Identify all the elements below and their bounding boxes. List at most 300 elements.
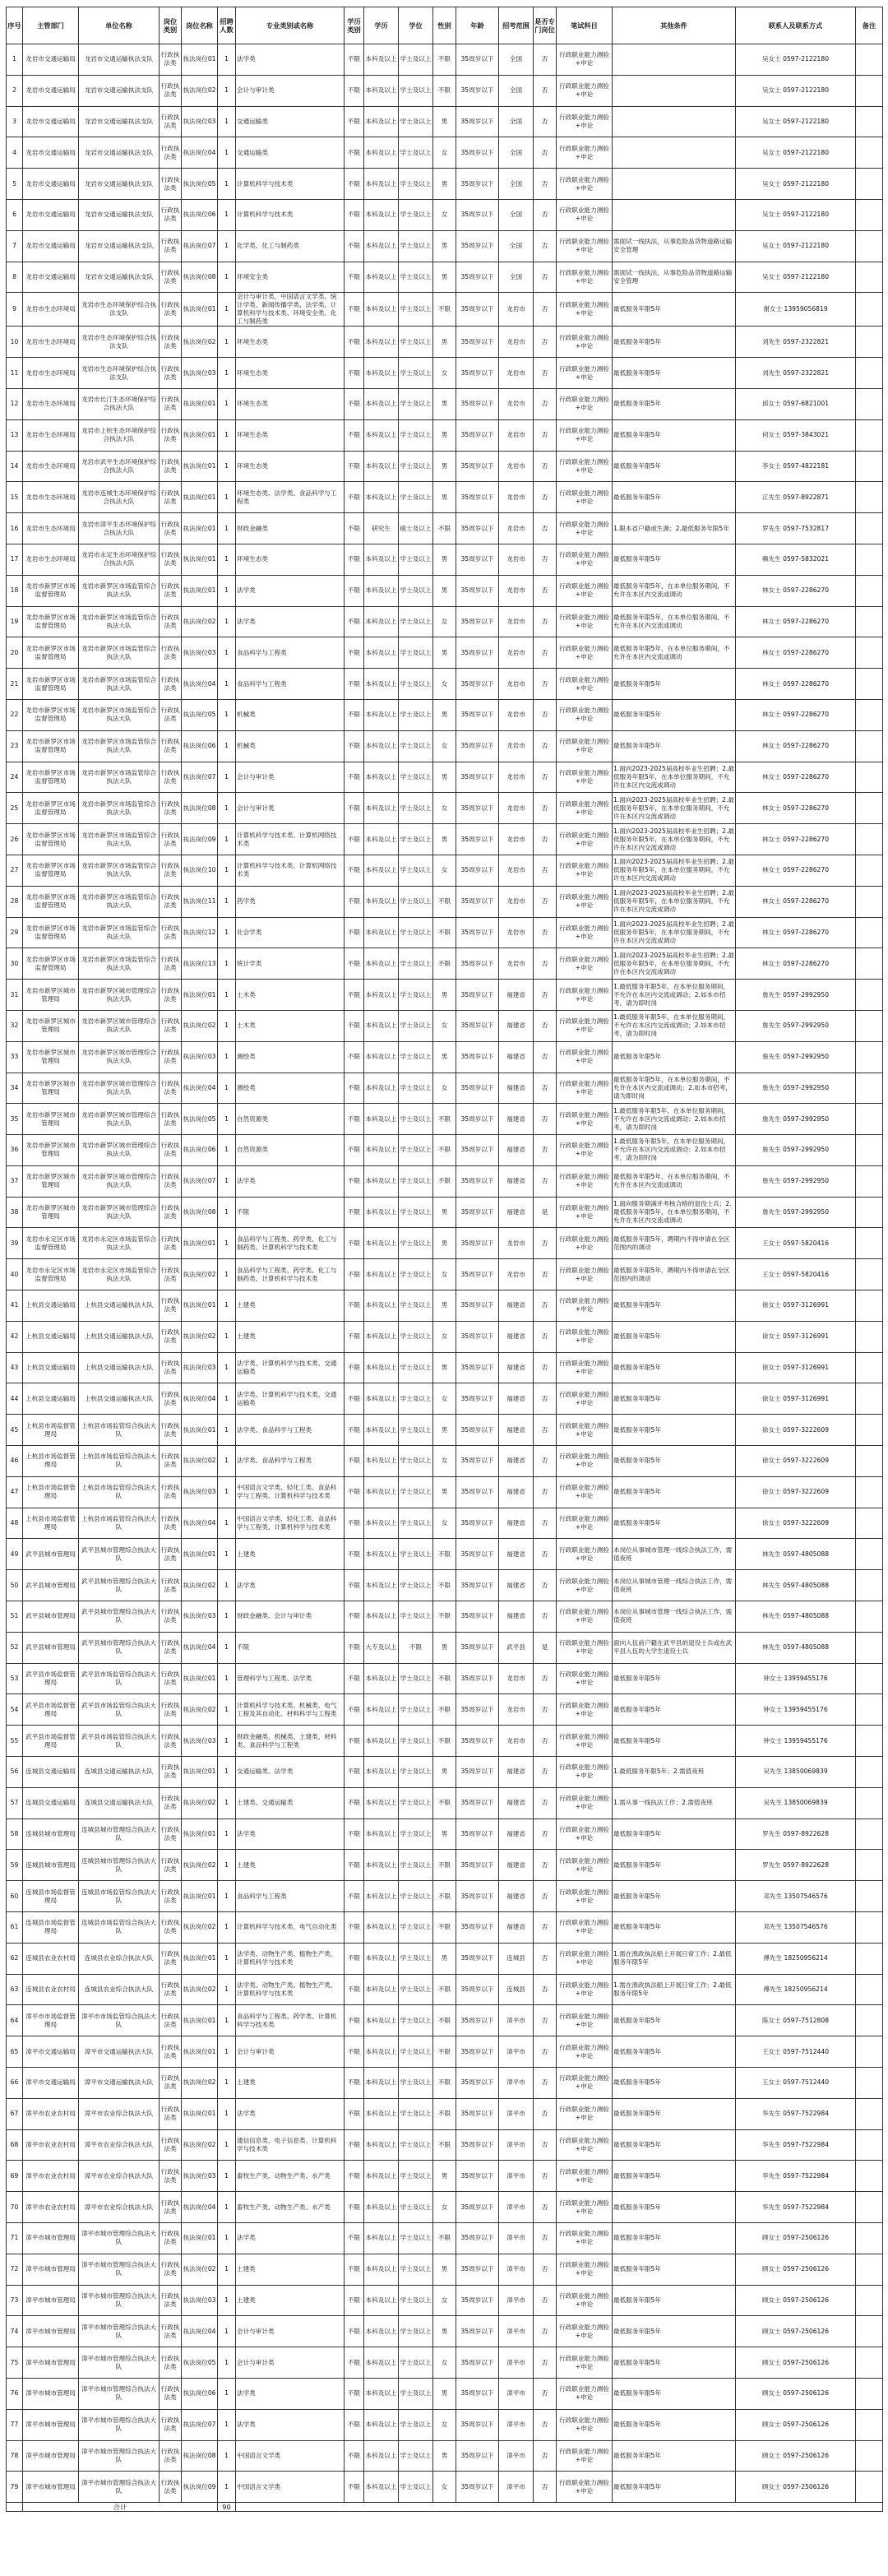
- degree-cell: 学士及以上: [399, 2192, 433, 2223]
- row-number-cell: 21: [7, 669, 23, 700]
- special-post-cell: 否: [534, 199, 557, 230]
- department-cell: 龙岩市永定区市场监督管理局: [23, 1228, 79, 1259]
- education-type-cell: 不限: [345, 1446, 364, 1477]
- table-row: [7, 419, 883, 451]
- post-category-cell: 行政执法类: [160, 1010, 182, 1041]
- row-number-cell: 23: [7, 730, 23, 762]
- education-type-cell: 不限: [345, 1135, 364, 1166]
- major-cell: 食品科学与工程类、药学类、化工与制药类、计算机科学与技术类: [236, 1259, 345, 1290]
- age-cell: 35周岁以下: [456, 2285, 499, 2316]
- unit-name-cell: 武平县城市管理综合执法大队: [79, 1570, 160, 1601]
- exam-subject-cell: 行政职业能力测验+申论: [557, 327, 613, 358]
- exam-subject-cell: 行政职业能力测验+申论: [557, 730, 613, 762]
- education-type-cell: 不限: [345, 106, 364, 137]
- remark-cell: [856, 293, 883, 327]
- exam-subject-cell: 行政职业能力测验+申论: [557, 106, 613, 137]
- special-post-cell: 否: [534, 762, 557, 793]
- table-row: [7, 1508, 883, 1539]
- unit-name-cell: 龙岩市交通运输执法支队: [79, 169, 160, 200]
- department-cell: 连城县市场监督管理局: [23, 1881, 79, 1912]
- other-conditions-cell: 最低服务年限5年: [613, 2005, 736, 2036]
- other-conditions-cell: 最低服务年限5年: [613, 1881, 736, 1912]
- department-cell: 漳平市城市管理局: [23, 2440, 79, 2472]
- unit-name-cell: 龙岩市永定生态环境保护综合执法大队: [79, 544, 160, 575]
- major-cell: 交通运输类: [236, 137, 345, 169]
- major-cell: 环境生态类: [236, 327, 345, 358]
- hire-count-cell: 1: [218, 1290, 236, 1322]
- contact-cell: 刘先生 0597-2322821: [736, 327, 856, 358]
- recruit-scope-cell: 全国: [499, 262, 534, 293]
- department-cell: 龙岩市生态环境局: [23, 293, 79, 327]
- row-number-cell: 44: [7, 1383, 23, 1415]
- contact-cell: 林女士 0597-2286270: [736, 575, 856, 606]
- remark-cell: [856, 575, 883, 606]
- department-cell: 龙岩市新罗区城市管理局: [23, 1165, 79, 1197]
- table-row: [7, 1135, 883, 1166]
- education-cell: 本科及以上: [364, 137, 399, 169]
- contact-cell: 林先生 0597-4805088: [736, 1539, 856, 1570]
- hire-count-cell: 1: [218, 2254, 236, 2285]
- special-post-cell: 否: [534, 1446, 557, 1477]
- education-cell: 大专及以上: [364, 1632, 399, 1663]
- special-post-cell: 否: [534, 2005, 557, 2036]
- degree-cell: 学士及以上: [399, 1321, 433, 1352]
- department-cell: 龙岩市生态环境局: [23, 327, 79, 358]
- gender-cell: 不限: [433, 1135, 456, 1166]
- education-type-cell: 不限: [345, 669, 364, 700]
- education-type-cell: 不限: [345, 1041, 364, 1073]
- header-cell: 序号: [7, 7, 23, 44]
- gender-cell: 女: [433, 1446, 456, 1477]
- age-cell: 35周岁以下: [456, 637, 499, 669]
- post-category-cell: 行政执法类: [160, 824, 182, 855]
- education-cell: 本科及以上: [364, 1228, 399, 1259]
- other-conditions-cell: 最低服务年限5年: [613, 1352, 736, 1383]
- hire-count-cell: 1: [218, 762, 236, 793]
- hire-count-cell: 1: [218, 2222, 236, 2254]
- table-row: [7, 1290, 883, 1322]
- education-cell: 本科及以上: [364, 2316, 399, 2347]
- gender-cell: 男: [433, 544, 456, 575]
- recruit-scope-cell: 漳平市: [499, 2378, 534, 2409]
- table-row: [7, 2316, 883, 2347]
- table-row: [7, 1694, 883, 1726]
- department-cell: 漳平市城市管理局: [23, 2316, 79, 2347]
- major-cell: 法学类: [236, 2098, 345, 2129]
- gender-cell: 男: [433, 482, 456, 513]
- special-post-cell: 否: [534, 1476, 557, 1508]
- exam-subject-cell: 行政职业能力测验+申论: [557, 75, 613, 106]
- table-row: [7, 1570, 883, 1601]
- header-cell: 其他条件: [613, 7, 736, 44]
- recruit-scope-cell: 龙岩市: [499, 730, 534, 762]
- special-post-cell: 否: [534, 1974, 557, 2005]
- table-row: [7, 44, 883, 76]
- special-post-cell: 否: [534, 1850, 557, 1881]
- major-cell: 食品科学与工程类、药学类、计算机科学与技术类: [236, 2005, 345, 2036]
- major-cell: 财政金融类、会计与审计类: [236, 1601, 345, 1633]
- education-cell: 本科及以上: [364, 544, 399, 575]
- department-cell: 龙岩市交通运输局: [23, 230, 79, 262]
- degree-cell: 学士及以上: [399, 544, 433, 575]
- post-name-cell: 执法岗位02: [182, 327, 218, 358]
- unit-name-cell: 漳平市农业综合执法大队: [79, 2161, 160, 2192]
- post-category-cell: 行政执法类: [160, 2440, 182, 2472]
- major-cell: 法学类、计算机科学与技术类、交通运输类: [236, 1383, 345, 1415]
- exam-subject-cell: 行政职业能力测验+申论: [557, 419, 613, 451]
- post-category-cell: 行政执法类: [160, 1041, 182, 1073]
- other-conditions-cell: 最低服务年限5年: [613, 327, 736, 358]
- gender-cell: 女: [433, 358, 456, 389]
- age-cell: 35周岁以下: [456, 669, 499, 700]
- education-type-cell: 不限: [345, 575, 364, 606]
- other-conditions-cell: [613, 106, 736, 137]
- post-category-cell: 行政执法类: [160, 730, 182, 762]
- table-row: [7, 1912, 883, 1944]
- table-row: [7, 482, 883, 513]
- row-number-cell: 1: [7, 44, 23, 76]
- department-cell: 龙岩市新罗区市场监督管理局: [23, 824, 79, 855]
- post-category-cell: 行政执法类: [160, 1508, 182, 1539]
- exam-subject-cell: 行政职业能力测验+申论: [557, 1041, 613, 1073]
- other-conditions-cell: 最低服务年限5年: [613, 2316, 736, 2347]
- exam-subject-cell: 行政职业能力测验+申论: [557, 2285, 613, 2316]
- major-cell: 法学类: [236, 2409, 345, 2440]
- gender-cell: 男: [433, 1943, 456, 1974]
- recruit-scope-cell: 福建省: [499, 1912, 534, 1944]
- unit-name-cell: 龙岩市新罗区市场监管综合执法大队: [79, 669, 160, 700]
- recruit-scope-cell: 全国: [499, 106, 534, 137]
- education-type-cell: 不限: [345, 606, 364, 637]
- remark-cell: [856, 793, 883, 824]
- remark-cell: [856, 1383, 883, 1415]
- gender-cell: 男: [433, 2440, 456, 2472]
- education-type-cell: 不限: [345, 1321, 364, 1352]
- department-cell: 漳平市农业农村局: [23, 2098, 79, 2129]
- other-conditions-cell: 1.面向2023-2025届高校毕业生招聘；2.最低服务年限5年，在本单位服务期间，不允许在本区内交流或调动: [613, 948, 736, 980]
- recruit-scope-cell: 福建省: [499, 1508, 534, 1539]
- gender-cell: 女: [433, 2285, 456, 2316]
- recruit-scope-cell: 漳平市: [499, 2316, 534, 2347]
- degree-cell: 学士及以上: [399, 793, 433, 824]
- hire-count-cell: 1: [218, 1321, 236, 1352]
- contact-cell: 林女士 0597-2286270: [736, 793, 856, 824]
- exam-subject-cell: 行政职业能力测验+申论: [557, 1383, 613, 1415]
- education-type-cell: 不限: [345, 1073, 364, 1104]
- department-cell: 龙岩市新罗区市场监督管理局: [23, 637, 79, 669]
- row-number-cell: 19: [7, 606, 23, 637]
- age-cell: 35周岁以下: [456, 2409, 499, 2440]
- contact-cell: 罗先生 0597-8922628: [736, 1850, 856, 1881]
- education-cell: 本科及以上: [364, 1694, 399, 1726]
- education-type-cell: 不限: [345, 388, 364, 419]
- department-cell: 漳平市城市管理局: [23, 2409, 79, 2440]
- education-type-cell: 不限: [345, 44, 364, 76]
- special-post-cell: 否: [534, 1508, 557, 1539]
- other-conditions-cell: 需面试一线执法，从事危险品货物道路运输安全管理: [613, 262, 736, 293]
- remark-cell: [856, 169, 883, 200]
- contact-cell: 林女士 0597-2286270: [736, 824, 856, 855]
- table-row: [7, 1943, 883, 1974]
- table-row: [7, 730, 883, 762]
- gender-cell: 男: [433, 2254, 456, 2285]
- row-number-cell: 68: [7, 2129, 23, 2161]
- table-row: [7, 513, 883, 544]
- department-cell: 龙岩市新罗区市场监督管理局: [23, 762, 79, 793]
- other-conditions-cell: 1.最低服务年限5年，在本单位服务期间，不允许在本区内交流或调动；2.如本市招考，请为即时岗: [613, 1010, 736, 1041]
- education-type-cell: 不限: [345, 980, 364, 1011]
- unit-name-cell: 龙岩市长汀生态环境保护综合执法大队: [79, 388, 160, 419]
- contact-cell: 何女士 0597-3843021: [736, 419, 856, 451]
- header-cell: 学历类别: [345, 7, 364, 44]
- gender-cell: 不限: [433, 1104, 456, 1135]
- major-cell: 测绘类: [236, 1041, 345, 1073]
- remark-cell: [856, 1974, 883, 2005]
- recruit-scope-cell: 福建省: [499, 1476, 534, 1508]
- other-conditions-cell: 最低服务年限5年: [613, 544, 736, 575]
- gender-cell: 男: [433, 575, 456, 606]
- education-cell: 本科及以上: [364, 1508, 399, 1539]
- table-row: [7, 793, 883, 824]
- total-empty-cell: [236, 2503, 883, 2512]
- row-number-cell: 29: [7, 917, 23, 948]
- hire-count-cell: 1: [218, 2068, 236, 2099]
- hire-count-cell: 1: [218, 1757, 236, 1788]
- contact-cell: 顾女士 0597-2506126: [736, 2409, 856, 2440]
- contact-cell: 钟女士 13959455176: [736, 1694, 856, 1726]
- hire-count-cell: 1: [218, 2409, 236, 2440]
- remark-cell: [856, 1943, 883, 1974]
- row-number-cell: 11: [7, 358, 23, 389]
- row-number-cell: 69: [7, 2161, 23, 2192]
- recruit-scope-cell: 漳平市: [499, 2347, 534, 2379]
- age-cell: 35周岁以下: [456, 699, 499, 730]
- gender-cell: 男: [433, 1228, 456, 1259]
- age-cell: 35周岁以下: [456, 1197, 499, 1228]
- special-post-cell: 否: [534, 1290, 557, 1322]
- degree-cell: 学士及以上: [399, 388, 433, 419]
- gender-cell: 女: [433, 1321, 456, 1352]
- education-type-cell: 不限: [345, 1787, 364, 1818]
- table-row: [7, 1228, 883, 1259]
- unit-name-cell: 漳平市交通运输执法大队: [79, 2068, 160, 2099]
- major-cell: 法学类: [236, 44, 345, 76]
- special-post-cell: 否: [534, 230, 557, 262]
- education-type-cell: 不限: [345, 855, 364, 886]
- contact-cell: 顾女士 0597-2506126: [736, 2378, 856, 2409]
- other-conditions-cell: 最低服务年限5年: [613, 2129, 736, 2161]
- degree-cell: 学士及以上: [399, 1165, 433, 1197]
- gender-cell: 男: [433, 2161, 456, 2192]
- age-cell: 35周岁以下: [456, 1539, 499, 1570]
- post-name-cell: 执法岗位01: [182, 482, 218, 513]
- row-number-cell: 41: [7, 1290, 23, 1322]
- table-row: [7, 1476, 883, 1508]
- other-conditions-cell: 最低服务年限5年: [613, 2068, 736, 2099]
- education-cell: 本科及以上: [364, 2161, 399, 2192]
- hire-count-cell: 1: [218, 1228, 236, 1259]
- special-post-cell: 否: [534, 513, 557, 544]
- post-category-cell: 行政执法类: [160, 1104, 182, 1135]
- department-cell: 武平县城市管理局: [23, 1570, 79, 1601]
- major-cell: 法学类: [236, 2222, 345, 2254]
- degree-cell: 学士及以上: [399, 2129, 433, 2161]
- special-post-cell: 否: [534, 2098, 557, 2129]
- other-conditions-cell: 本岗位从事城市管理一线综合执法工作，需值夜班: [613, 1570, 736, 1601]
- age-cell: 35周岁以下: [456, 262, 499, 293]
- recruit-scope-cell: 龙岩市: [499, 482, 534, 513]
- contact-cell: 徐女士 0597-3222609: [736, 1446, 856, 1477]
- department-cell: 龙岩市新罗区城市管理局: [23, 1010, 79, 1041]
- table-row: [7, 262, 883, 293]
- special-post-cell: 否: [534, 948, 557, 980]
- education-cell: 本科及以上: [364, 2098, 399, 2129]
- department-cell: 上杭县市场监督管理局: [23, 1446, 79, 1477]
- recruit-scope-cell: 福建省: [499, 1041, 534, 1073]
- exam-subject-cell: 行政职业能力测验+申论: [557, 137, 613, 169]
- unit-name-cell: 漳平市农业综合执法大队: [79, 2129, 160, 2161]
- recruit-scope-cell: 漳平市: [499, 2222, 534, 2254]
- exam-subject-cell: 行政职业能力测验+申论: [557, 230, 613, 262]
- unit-name-cell: 连城县交通运输执法大队: [79, 1787, 160, 1818]
- header-cell: 招考范围: [499, 7, 534, 44]
- education-type-cell: 不限: [345, 482, 364, 513]
- post-category-cell: 行政执法类: [160, 1539, 182, 1570]
- hire-count-cell: 1: [218, 44, 236, 76]
- education-cell: 本科及以上: [364, 262, 399, 293]
- special-post-cell: 否: [534, 1663, 557, 1694]
- education-cell: 本科及以上: [364, 1850, 399, 1881]
- exam-subject-cell: 行政职业能力测验+申论: [557, 1165, 613, 1197]
- age-cell: 35周岁以下: [456, 1787, 499, 1818]
- hire-count-cell: 1: [218, 1073, 236, 1104]
- post-category-cell: 行政执法类: [160, 1165, 182, 1197]
- degree-cell: 学士及以上: [399, 637, 433, 669]
- gender-cell: 男: [433, 262, 456, 293]
- post-name-cell: 执法岗位11: [182, 886, 218, 917]
- unit-name-cell: 漳平市农业综合执法大队: [79, 2098, 160, 2129]
- contact-cell: 林女士 0597-2286270: [736, 855, 856, 886]
- degree-cell: 学士及以上: [399, 1912, 433, 1944]
- other-conditions-cell: 最低服务年限5年: [613, 2347, 736, 2379]
- table-row: [7, 1601, 883, 1633]
- department-cell: 上杭县交通运输局: [23, 1321, 79, 1352]
- age-cell: 35周岁以下: [456, 1415, 499, 1446]
- post-category-cell: 行政执法类: [160, 1073, 182, 1104]
- table-row: [7, 230, 883, 262]
- degree-cell: 学士及以上: [399, 230, 433, 262]
- contact-cell: 詹先生 0597-2992950: [736, 980, 856, 1011]
- major-cell: 土建类: [236, 2254, 345, 2285]
- education-cell: 本科及以上: [364, 606, 399, 637]
- gender-cell: 不限: [433, 1694, 456, 1726]
- unit-name-cell: 龙岩市新罗区城市管理综合执法大队: [79, 1041, 160, 1073]
- row-number-cell: 60: [7, 1881, 23, 1912]
- remark-cell: [856, 2316, 883, 2347]
- post-name-cell: 执法岗位01: [182, 1943, 218, 1974]
- contact-cell: 吴女士 0597-2122180: [736, 199, 856, 230]
- recruit-scope-cell: 福建省: [499, 1818, 534, 1850]
- education-cell: 本科及以上: [364, 230, 399, 262]
- education-type-cell: 不限: [345, 169, 364, 200]
- gender-cell: 男: [433, 2316, 456, 2347]
- major-cell: 食品科学与工程类、药学类、化工与制药类、计算机科学与技术类: [236, 1228, 345, 1259]
- post-category-cell: 行政执法类: [160, 1415, 182, 1446]
- header-cell: 单位名称: [79, 7, 160, 44]
- unit-name-cell: 上杭县市场监管综合执法大队: [79, 1415, 160, 1446]
- age-cell: 35周岁以下: [456, 75, 499, 106]
- post-category-cell: 行政执法类: [160, 1135, 182, 1166]
- other-conditions-cell: 1.最低服务年限5年，在本单位服务期间，不允许在本区内交流或调动；2.如本市招考，请为即时岗: [613, 1104, 736, 1135]
- post-name-cell: 执法岗位03: [182, 106, 218, 137]
- remark-cell: [856, 2222, 883, 2254]
- post-name-cell: 执法岗位03: [182, 2285, 218, 2316]
- remark-cell: [856, 1726, 883, 1757]
- age-cell: 35周岁以下: [456, 2161, 499, 2192]
- remark-cell: [856, 1228, 883, 1259]
- special-post-cell: 否: [534, 2254, 557, 2285]
- hire-count-cell: 1: [218, 2129, 236, 2161]
- major-cell: 法学类、动物生产类、植物生产类、计算机科学与技术类: [236, 1974, 345, 2005]
- gender-cell: 女: [433, 793, 456, 824]
- contact-cell: 傅先生 18250956214: [736, 1943, 856, 1974]
- header-cell: 年龄: [456, 7, 499, 44]
- post-category-cell: 行政执法类: [160, 544, 182, 575]
- post-name-cell: 执法岗位10: [182, 855, 218, 886]
- degree-cell: 学士及以上: [399, 1010, 433, 1041]
- contact-cell: 王女士 0597-7512440: [736, 2036, 856, 2068]
- education-type-cell: 不限: [345, 1228, 364, 1259]
- remark-cell: [856, 1197, 883, 1228]
- special-post-cell: 否: [534, 2472, 557, 2503]
- special-post-cell: 否: [534, 575, 557, 606]
- education-type-cell: 不限: [345, 1165, 364, 1197]
- hire-count-cell: 1: [218, 1415, 236, 1446]
- recruit-scope-cell: 福建省: [499, 1570, 534, 1601]
- contact-cell: 顾女士 0597-2506126: [736, 2222, 856, 2254]
- post-name-cell: 执法岗位13: [182, 948, 218, 980]
- education-type-cell: 不限: [345, 358, 364, 389]
- major-cell: 机械类: [236, 699, 345, 730]
- hire-count-cell: 1: [218, 1663, 236, 1694]
- unit-name-cell: 上杭县交通运输执法大队: [79, 1383, 160, 1415]
- education-type-cell: 不限: [345, 2472, 364, 2503]
- table-row: [7, 1974, 883, 2005]
- exam-subject-cell: 行政职业能力测验+申论: [557, 917, 613, 948]
- education-cell: 本科及以上: [364, 1974, 399, 2005]
- degree-cell: 学士及以上: [399, 419, 433, 451]
- department-cell: 连城县城市管理局: [23, 1850, 79, 1881]
- other-conditions-cell: 最低服务年限5年，在本单位服务期间，不允许在本区内交流或调动: [613, 1165, 736, 1197]
- unit-name-cell: 上杭县市场监管综合执法大队: [79, 1476, 160, 1508]
- gender-cell: 不限: [433, 948, 456, 980]
- recruit-scope-cell: 全国: [499, 230, 534, 262]
- row-number-cell: 4: [7, 137, 23, 169]
- education-type-cell: 不限: [345, 230, 364, 262]
- hire-count-cell: 1: [218, 1601, 236, 1633]
- remark-cell: [856, 2440, 883, 2472]
- exam-subject-cell: 行政职业能力测验+申论: [557, 1943, 613, 1974]
- degree-cell: 学士及以上: [399, 824, 433, 855]
- education-type-cell: 不限: [345, 419, 364, 451]
- gender-cell: 女: [433, 730, 456, 762]
- other-conditions-cell: 最低服务年限5年，在本单位服务期间，不允许在本区内交流或调动: [613, 606, 736, 637]
- table-row: [7, 1787, 883, 1818]
- major-cell: 中国语言文学类、轻化工类、食品科学与工程类、计算机科学与技术类: [236, 1476, 345, 1508]
- recruit-scope-cell: 龙岩市: [499, 606, 534, 637]
- major-cell: 会计与审计类: [236, 75, 345, 106]
- post-name-cell: 执法岗位01: [182, 980, 218, 1011]
